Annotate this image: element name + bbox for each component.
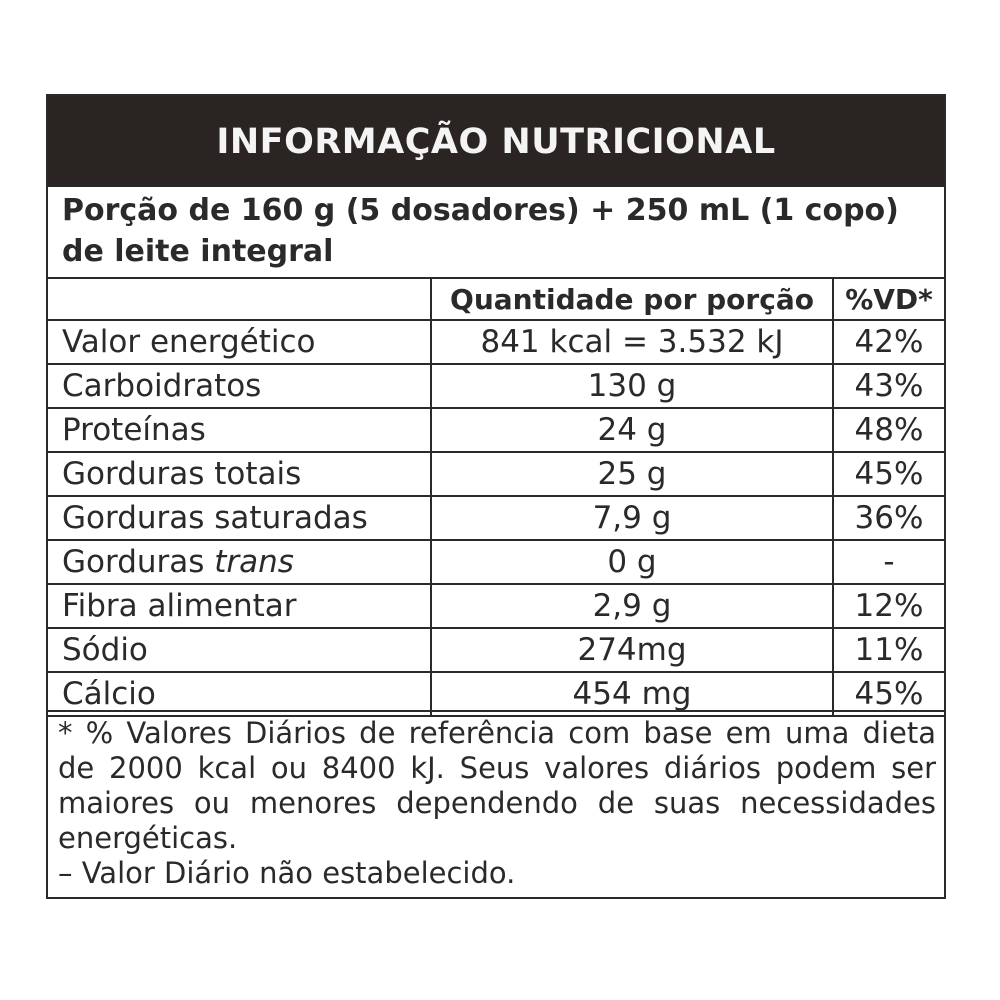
table-row bbox=[48, 584, 944, 628]
nutrient-name bbox=[48, 540, 431, 584]
nutrient-name: Fibra alimentar bbox=[48, 584, 431, 628]
nutrient-daily-value: 45% bbox=[833, 672, 944, 716]
nutrient-quantity: 274mg bbox=[431, 628, 833, 672]
nutrient-quantity: 841 kcal = 3.532 kJ bbox=[431, 320, 833, 364]
nutrient-name: Cálcio bbox=[48, 672, 431, 716]
nutrient-daily-value: - bbox=[833, 540, 944, 584]
nutrition-table bbox=[48, 277, 944, 717]
nutrient-quantity: 24 g bbox=[431, 408, 833, 452]
table-row bbox=[48, 540, 944, 584]
table-row bbox=[48, 496, 944, 540]
table-row bbox=[48, 452, 944, 496]
footnote-not-established: – Valor Diário não estabelecido. bbox=[58, 856, 516, 890]
table-row bbox=[48, 320, 944, 364]
footnote bbox=[48, 710, 944, 891]
nutrient-name: Proteínas bbox=[48, 408, 431, 452]
nutrient-quantity: 130 g bbox=[431, 364, 833, 408]
nutrient-quantity: 25 g bbox=[431, 452, 833, 496]
nutrition-facts-label bbox=[46, 94, 946, 899]
nutrient-name: Gorduras totais bbox=[48, 452, 431, 496]
nutrient-quantity: 0 g bbox=[431, 540, 833, 584]
nutrient-daily-value: 48% bbox=[833, 408, 944, 452]
nutrient-name: Gorduras saturadas bbox=[48, 496, 431, 540]
portion-size-text: Porção de 160 g (5 dosadores) + 250 mL (1 copo) de leite integral bbox=[62, 193, 899, 269]
nutrient-daily-value: 12% bbox=[833, 584, 944, 628]
table-row bbox=[48, 364, 944, 408]
nutrient-name: Carboidratos bbox=[48, 364, 431, 408]
daily-value-column-header: %VD* bbox=[833, 278, 944, 320]
table-row bbox=[48, 408, 944, 452]
nutrient-name-italic: trans bbox=[214, 544, 294, 580]
nutrient-column-header bbox=[48, 278, 431, 320]
nutrient-name: Valor energético bbox=[48, 320, 431, 364]
footnote-daily-values: * % Valores Diários de referência com base em uma dieta de 2000 kcal ou 8400 kJ. Seus valores diários podem ser maiores ou menores dependendo de suas necessidades energéticas. bbox=[58, 716, 936, 855]
nutrient-name: Sódio bbox=[48, 628, 431, 672]
nutrient-daily-value: 36% bbox=[833, 496, 944, 540]
nutrient-daily-value: 11% bbox=[833, 628, 944, 672]
nutrient-daily-value: 45% bbox=[833, 452, 944, 496]
label-title: INFORMAÇÃO NUTRICIONAL bbox=[48, 96, 944, 187]
nutrient-daily-value: 43% bbox=[833, 364, 944, 408]
nutrient-daily-value: 42% bbox=[833, 320, 944, 364]
nutrient-quantity: 454 mg bbox=[431, 672, 833, 716]
nutrient-name-main: Gorduras bbox=[62, 544, 205, 580]
nutrient-quantity: 2,9 g bbox=[431, 584, 833, 628]
quantity-column-header: Quantidade por porção bbox=[431, 278, 833, 320]
table-row bbox=[48, 628, 944, 672]
nutrient-quantity: 7,9 g bbox=[431, 496, 833, 540]
table-header-row bbox=[48, 278, 944, 320]
